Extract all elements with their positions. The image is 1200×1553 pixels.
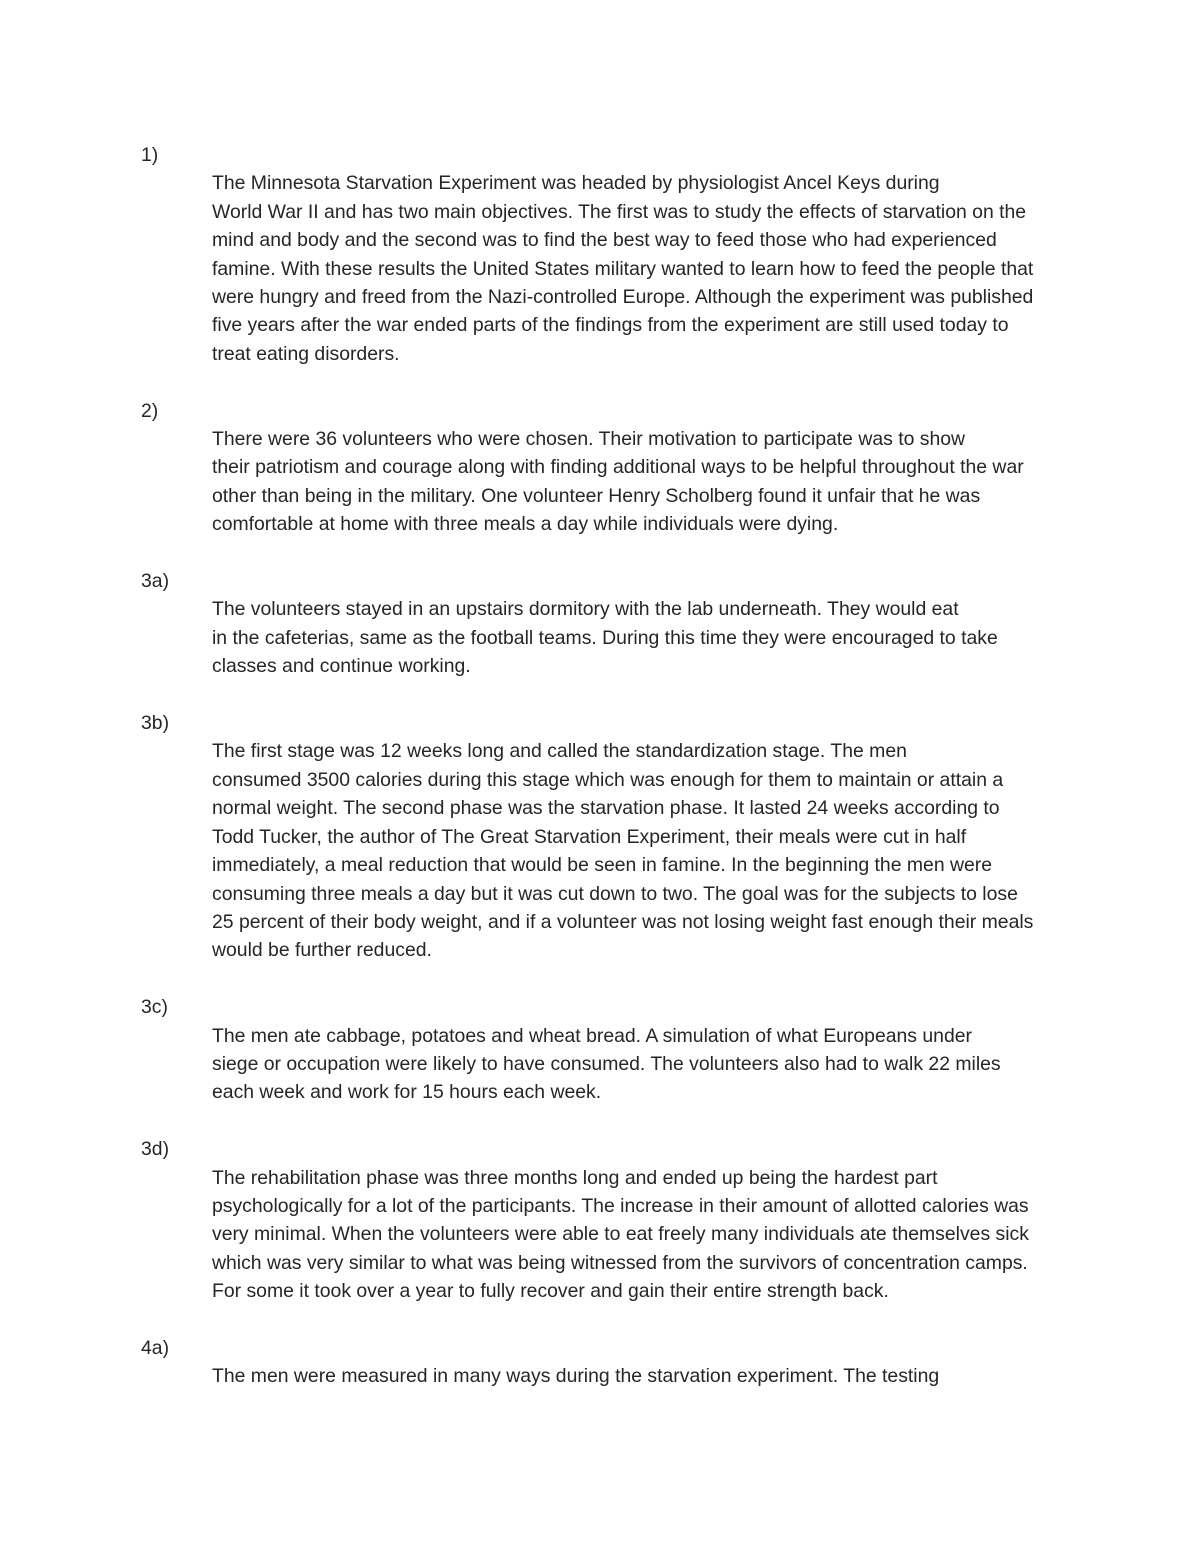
paragraph-line: consuming three meals a day but it was cut down to two. The goal was for the subjects to lose [212, 882, 1018, 905]
answer-section [141, 141, 1066, 368]
paragraph-line: their patriotism and courage along with finding additional ways to be helpful throughout the war [212, 456, 1024, 479]
question-number: 3c) [141, 996, 168, 1019]
paragraph-line: The rehabilitation phase was three months long and ended up being the hardest part [212, 1166, 938, 1189]
answer-paragraph [141, 595, 1066, 680]
paragraph-line: five years after the war ended parts of the findings from the experiment are still used today to [212, 314, 1009, 337]
paragraph-line: immediately, a meal reduction that would be seen in famine. In the beginning the men were [212, 854, 993, 877]
answer-section [141, 397, 1066, 539]
paragraph-line: consumed 3500 calories during this stage which was enough for them to maintain or attain a [212, 768, 1004, 791]
answer-section [141, 1334, 1066, 1391]
paragraph-line: classes and continue working. [212, 655, 471, 678]
paragraph-line: siege or occupation were likely to have consumed. The volunteers also had to walk 22 miles [212, 1052, 1001, 1075]
question-number: 1) [141, 144, 159, 166]
paragraph-line: The first stage was 12 weeks long and called the standardization stage. The men [212, 740, 907, 763]
paragraph-line: The volunteers stayed in an upstairs dormitory with the lab underneath. They would eat [212, 598, 959, 621]
paragraph-line: normal weight. The second phase was the starvation phase. It lasted 24 weeks according to [212, 797, 1000, 820]
answer-paragraph [141, 1022, 1066, 1107]
paragraph-line: which was very similar to what was being witnessed from the survivors of concentration camps. [212, 1251, 1028, 1274]
answer-paragraph [141, 737, 1066, 964]
answer-section [141, 709, 1066, 965]
paragraph-line: mind and body and the second was to find the best way to feed those who had experienced [212, 229, 997, 252]
paragraph-line: treat eating disorders. [212, 342, 400, 365]
paragraph-line: For some it took over a year to fully recover and gain their entire strength back. [212, 1280, 889, 1303]
question-number: 3b) [141, 712, 170, 735]
paragraph-line: famine. With these results the United States military wanted to learn how to feed the people that [212, 257, 1034, 280]
document-body [141, 141, 1066, 1419]
paragraph-line: in the cafeterias, same as the football teams. During this time they were encouraged to take [212, 626, 998, 649]
question-number: 2) [141, 399, 159, 422]
paragraph-line: psychologically for a lot of the participants. The increase in their amount of allotted calories was [212, 1194, 1029, 1217]
paragraph-line: The men were measured in many ways during the starvation experiment. The testing [212, 1365, 940, 1388]
paragraph-line: World War II and has two main objectives. The first was to study the effects of starvation on the [212, 200, 1027, 223]
answer-paragraph [141, 425, 1066, 539]
paragraph-line: other than being in the military. One volunteer Henry Scholberg found it unfair that he was [212, 484, 981, 507]
answer-paragraph [141, 1164, 1066, 1306]
paragraph-line: There were 36 volunteers who were chosen. Their motivation to participate was to show [212, 428, 966, 451]
answer-paragraph [141, 1362, 1066, 1390]
paragraph-line: The Minnesota Starvation Experiment was headed by physiologist Ancel Keys during [212, 172, 940, 195]
paragraph-line: comfortable at home with three meals a day while individuals were dying. [212, 513, 839, 536]
paragraph-line: each week and work for 15 hours each week. [212, 1081, 602, 1104]
paragraph-line: were hungry and freed from the Nazi-controlled Europe. Although the experiment was published [212, 286, 1034, 309]
answer-section [141, 1135, 1066, 1305]
question-number: 3d) [141, 1138, 170, 1161]
paragraph-line: 25 percent of their body weight, and if a volunteer was not losing weight fast enough their meals [212, 910, 1034, 933]
answer-section [141, 993, 1066, 1107]
answer-section [141, 567, 1066, 681]
paragraph-line: very minimal. When the volunteers were able to eat freely many individuals ate themselves sick [212, 1223, 1029, 1246]
answer-paragraph [141, 169, 1066, 368]
paragraph-line: The men ate cabbage, potatoes and wheat bread. A simulation of what Europeans under [212, 1024, 972, 1047]
paragraph-line: would be further reduced. [212, 939, 432, 962]
paragraph-line: Todd Tucker, the author of The Great Starvation Experiment, their meals were cut in half [212, 825, 967, 848]
question-number: 3a) [141, 570, 170, 593]
question-number: 4a) [141, 1336, 170, 1359]
